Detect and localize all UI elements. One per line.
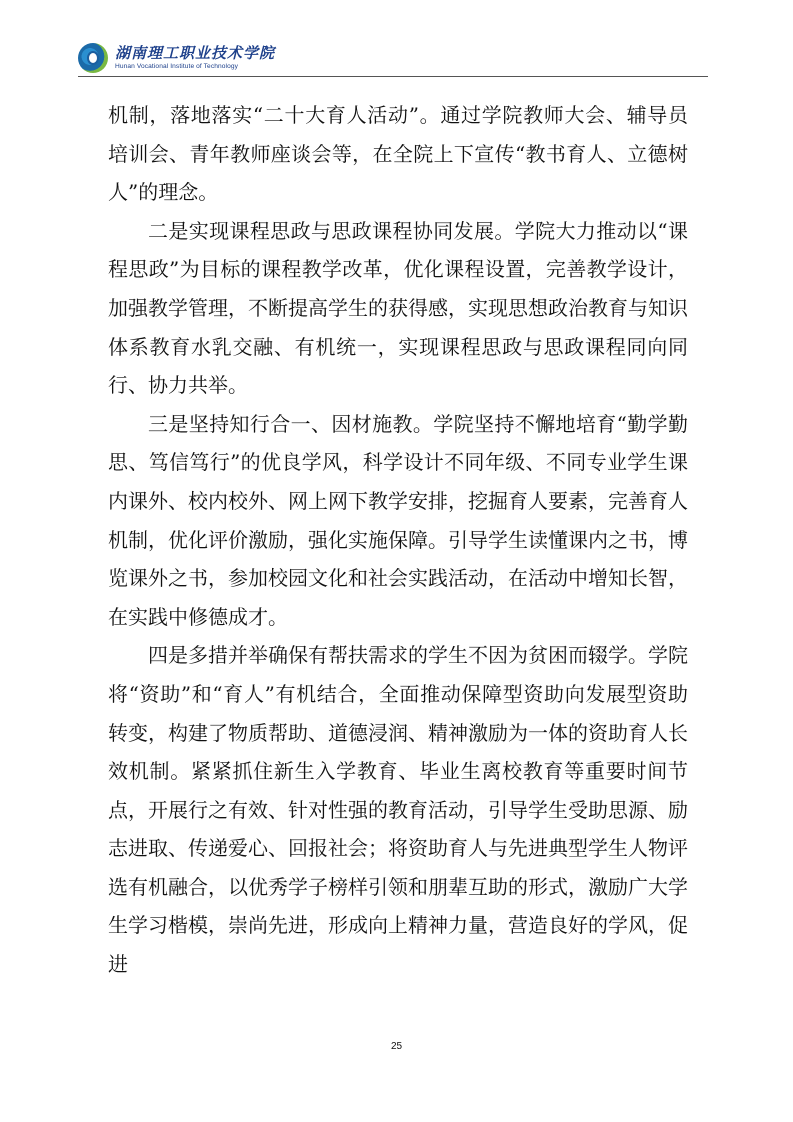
header-divider [78, 76, 708, 77]
page-number: 25 [390, 1041, 403, 1052]
school-name-cn: 湖南理工职业技术学院 [115, 43, 276, 62]
school-name [115, 43, 276, 71]
school-logo-icon [78, 43, 108, 73]
paragraph-course-ideology: 二是实现课程思政与思政课程协同发展。学院大力推动以“课程思政”为目标的课程教学改革，优化课程设置，完善教学设计，加强教学管理，不断提高学生的获得感，实现思想政治教育与知识体系教育水乳交融、有机统一，实现课程思政与思政课程同向同行、协力共举。 [108, 218, 688, 398]
paragraph-knowledge-practice: 三是坚持知行合一、因材施教。学院坚持不懈地培育“勤学勤思、笃信笃行”的优良学风，科学设计不同年级、不同专业学生课内课外、校内校外、网上网下教学安排，挖掘育人要素，完善育人机制，优化评价激励，强化实施保障。引导学生读懂课内之书，博览课外之书，参加校园文化和社会实践活动，在活动中增知长智，在实践中修德成才。 [108, 411, 688, 629]
body-text [108, 96, 688, 984]
page-header [78, 40, 275, 76]
school-name-en: Hunan Vocational Institute of Technology [115, 62, 239, 70]
paragraph-financial-aid: 四是多措并举确保有帮扶需求的学生不因为贫困而辍学。学院将“资助”和“育人”有机结合，全面推动保障型资助向发展型资助转变，构建了物质帮助、道德浸润、精神激励为一体的资助育人长效机制。紧紧抓住新生入学教育、毕业生离校教育等重要时间节点，开展行之有效、针对性强的教育活动，引导学生受助思源、励志进取、传递爱心、回报社会；将资助育人与先进典型学生人物评选有机融合，以优秀学子榜样引领和朋辈互助的形式，激励广大学生学习楷模，崇尚先进，形成向上精神力量，营造良好的学风，促进 [108, 643, 688, 977]
paragraph-continued: 机制，落地落实“二十大育人活动”。通过学院教师大会、辅导员培训会、青年教师座谈会等，在全院上下宣传“教书育人、立德树人”的理念。 [108, 103, 688, 205]
